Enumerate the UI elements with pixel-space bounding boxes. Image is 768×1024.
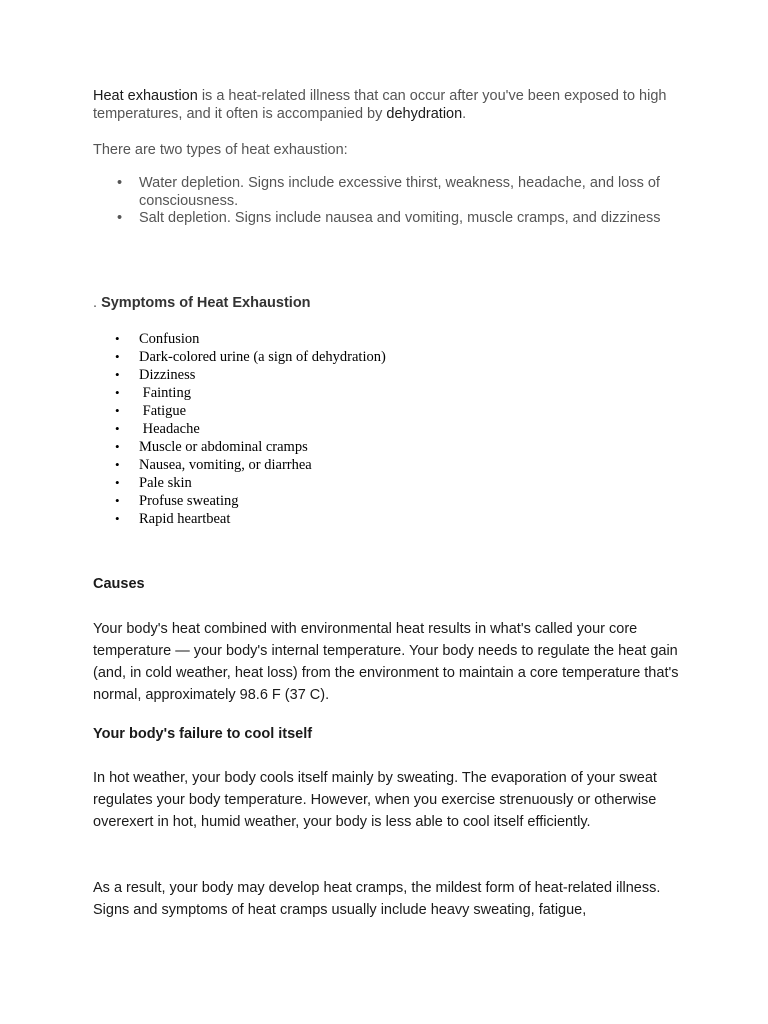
failure-paragraph: In hot weather, your body cools itself mainly by sweating. The evaporation of your sweat regulates your body temperature. However, when you exercise strenuously or otherwise overexert in hot, humid weather, your body is less able to cool itself efficiently. [93,770,657,830]
list-item [93,348,683,366]
type-water-depletion: Water depletion. Signs include excessive thirst, weakness, headache, and loss of consciousness. [139,175,660,209]
symptoms-list [93,330,683,528]
intro-text: is a heat-related illness that can occur after you've been exposed to high temperatures, and it often is accompanied by [93,88,667,122]
symptom-item: Dark-colored urine (a sign of dehydration) [139,349,386,365]
list-item [93,402,683,420]
list-item [93,510,683,528]
list-item [93,366,683,384]
dehydration-link[interactable]: dehydration [386,106,463,122]
symptoms-heading-text: Symptoms of Heat Exhaustion [101,295,311,311]
list-item [93,330,683,348]
symptom-item: Rapid heartbeat [139,511,231,527]
list-item [93,420,683,438]
bullet-icon: • [115,493,120,508]
symptom-item: Muscle or abdominal cramps [139,439,308,455]
symptom-item: Profuse sweating [139,493,239,509]
list-item [93,438,683,456]
heat-exhaustion-term: Heat exhaustion [93,88,198,104]
list-item [93,210,679,228]
bullet-icon: • [115,511,120,526]
bullet-icon: • [117,210,123,226]
symptom-item: Pale skin [139,475,192,491]
list-item [93,175,679,210]
bullet-icon: • [115,385,120,400]
intro-paragraph [93,87,683,123]
types-list [93,175,683,228]
result-paragraph: As a result, your body may develop heat cramps, the mildest form of heat-related illness. Signs and symptoms of heat cramps usually include heavy sweating, fatigue, [93,880,661,918]
list-item [93,492,683,510]
bullet-icon: • [117,175,123,191]
failure-heading: Your body's failure to cool itself [93,726,313,742]
causes-paragraph: Your body's heat combined with environmental heat results in what's called your core temperature — your body's internal temperature. Your body needs to regulate the heat gain (and, in cold weather, heat loss) from the environment to maintain a core temperature that's normal, approximately 98.6 F (37 C). [93,621,679,703]
type-salt-depletion: Salt depletion. Signs include nausea and vomiting, muscle cramps, and dizziness [139,210,661,226]
list-item [93,456,683,474]
symptom-item: Confusion [139,331,200,347]
bullet-icon: • [115,349,120,364]
bullet-icon: • [115,475,120,490]
symptom-item: Fainting [139,385,191,401]
symptom-item: Dizziness [139,367,196,383]
bullet-icon: • [115,421,120,436]
bullet-icon: • [115,403,120,418]
symptom-item: Fatigue [139,403,187,419]
list-item [93,384,683,402]
bullet-icon: • [115,439,120,454]
intro-period: . [462,106,467,122]
symptoms-heading-prefix: . [93,295,102,311]
bullet-icon: • [115,367,120,382]
symptoms-heading [93,294,683,312]
symptom-item: Headache [139,421,200,437]
causes-heading: Causes [93,576,145,592]
symptom-item: Nausea, vomiting, or diarrhea [139,457,312,473]
bullet-icon: • [115,331,120,346]
list-item [93,474,683,492]
bullet-icon: • [115,457,120,472]
types-intro: There are two types of heat exhaustion: [93,142,348,158]
